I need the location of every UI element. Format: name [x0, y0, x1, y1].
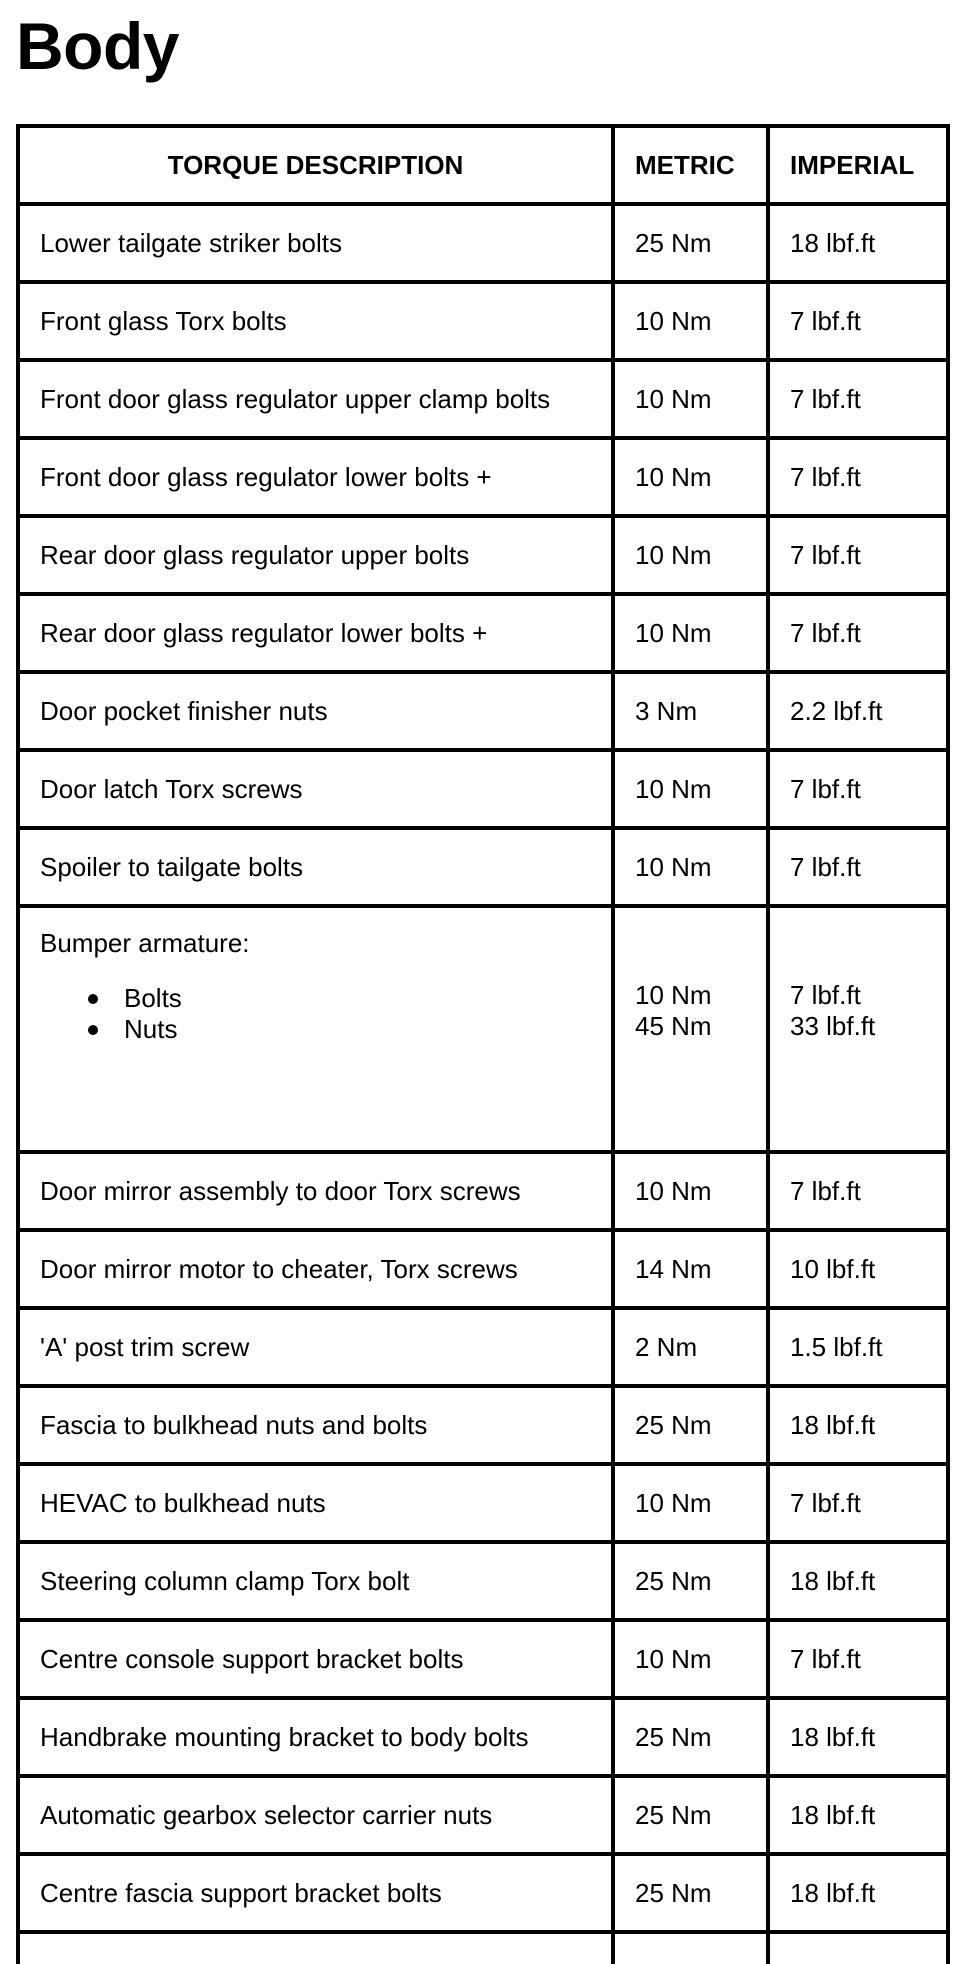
header-torque-description: TORQUE DESCRIPTION — [18, 126, 613, 204]
bumper-item-label: Bolts — [124, 983, 182, 1013]
imperial-value-cell: 18 lbf.ft — [768, 204, 948, 282]
imperial-value-cell: 7 lbf.ft — [768, 516, 948, 594]
metric-value-cell: 25 Nm — [613, 204, 768, 282]
torque-description-cell: Door mirror assembly to door Torx screws — [18, 1152, 613, 1230]
empty-cell — [768, 1932, 948, 1964]
table-row — [18, 1620, 948, 1698]
torque-description-cell: Centre console support bracket bolts — [18, 1620, 613, 1698]
torque-description-cell: 'A' post trim screw — [18, 1308, 613, 1386]
torque-description-cell: Door mirror motor to cheater, Torx screws — [18, 1230, 613, 1308]
table-row-continued — [18, 1932, 948, 1964]
metric-value-cell: 10 Nm — [613, 516, 768, 594]
table-row — [18, 516, 948, 594]
table-row — [18, 1854, 948, 1932]
imperial-value-cell: 7 lbf.ft — [768, 828, 948, 906]
imperial-value-cell: 7 lbf.ft — [768, 360, 948, 438]
metric-value-cell: 10 Nm — [613, 282, 768, 360]
metric-value-cell: 2 Nm — [613, 1308, 768, 1386]
metric-value-cell: 25 Nm — [613, 1542, 768, 1620]
torque-description-cell: Steering column clamp Torx bolt — [18, 1542, 613, 1620]
metric-value-cell: 10 Nm — [613, 1152, 768, 1230]
imperial-value-cell: 7 lbf.ft — [768, 1152, 948, 1230]
metric-value-cell — [613, 906, 768, 1152]
table-row — [18, 1542, 948, 1620]
table-row — [18, 438, 948, 516]
table-row — [18, 1230, 948, 1308]
header-imperial: IMPERIAL — [768, 126, 948, 204]
imperial-value-cell: 1.5 lbf.ft — [768, 1308, 948, 1386]
imperial-value: 7 lbf.ft — [790, 980, 861, 1010]
torque-description-cell: Fascia to bulkhead nuts and bolts — [18, 1386, 613, 1464]
table-row — [18, 594, 948, 672]
metric-value-cell: 10 Nm — [613, 1464, 768, 1542]
imperial-value-cell: 18 lbf.ft — [768, 1698, 948, 1776]
imperial-value-cell — [768, 906, 948, 1152]
imperial-value: 33 lbf.ft — [790, 1011, 876, 1041]
metric-value-cell: 10 Nm — [613, 438, 768, 516]
empty-cell — [613, 1932, 768, 1964]
metric-value-cell: 10 Nm — [613, 360, 768, 438]
metric-value-cell: 25 Nm — [613, 1854, 768, 1932]
torque-description-cell: Front door glass regulator lower bolts + — [18, 438, 613, 516]
torque-description-cell: Lower tailgate striker bolts — [18, 204, 613, 282]
torque-description-cell: Handbrake mounting bracket to body bolts — [18, 1698, 613, 1776]
torque-description-cell: Door pocket finisher nuts — [18, 672, 613, 750]
imperial-value-cell: 10 lbf.ft — [768, 1230, 948, 1308]
table-row — [18, 672, 948, 750]
table-row — [18, 1308, 948, 1386]
bullet-icon — [88, 994, 98, 1004]
imperial-value-cell: 18 lbf.ft — [768, 1776, 948, 1854]
metric-value-cell: 25 Nm — [613, 1386, 768, 1464]
bumper-item-label: Nuts — [124, 1014, 178, 1044]
table-header-row — [18, 126, 948, 204]
imperial-value-cell: 7 lbf.ft — [768, 282, 948, 360]
header-metric: METRIC — [613, 126, 768, 204]
imperial-value-cell: 18 lbf.ft — [768, 1542, 948, 1620]
list-item — [88, 1014, 611, 1045]
metric-value-cell: 10 Nm — [613, 1620, 768, 1698]
table-row-bumper-armature — [18, 906, 948, 1152]
table-row — [18, 282, 948, 360]
metric-value-cell: 10 Nm — [613, 828, 768, 906]
torque-table — [16, 124, 950, 1964]
table-row — [18, 204, 948, 282]
torque-description-cell: Door latch Torx screws — [18, 750, 613, 828]
imperial-value-cell: 7 lbf.ft — [768, 1464, 948, 1542]
table-row — [18, 750, 948, 828]
imperial-value-cell: 7 lbf.ft — [768, 750, 948, 828]
page-title: Body — [16, 9, 179, 83]
imperial-value-cell: 7 lbf.ft — [768, 1620, 948, 1698]
imperial-value-cell: 7 lbf.ft — [768, 594, 948, 672]
imperial-value-cell: 18 lbf.ft — [768, 1854, 948, 1932]
metric-value-cell: 10 Nm — [613, 750, 768, 828]
torque-description-cell: Centre fascia support bracket bolts — [18, 1854, 613, 1932]
torque-description-cell: Automatic gearbox selector carrier nuts — [18, 1776, 613, 1854]
metric-value-cell: 3 Nm — [613, 672, 768, 750]
table-row — [18, 1698, 948, 1776]
table-row — [18, 360, 948, 438]
metric-value: 45 Nm — [635, 1011, 712, 1041]
bullet-icon — [88, 1025, 98, 1035]
list-item — [88, 983, 611, 1014]
bumper-armature-label: Bumper armature: — [40, 928, 250, 958]
metric-value-cell: 10 Nm — [613, 594, 768, 672]
imperial-value-cell: 2.2 lbf.ft — [768, 672, 948, 750]
table-row — [18, 1386, 948, 1464]
torque-description-cell: Front glass Torx bolts — [18, 282, 613, 360]
imperial-value-cell: 18 lbf.ft — [768, 1386, 948, 1464]
metric-value-cell: 14 Nm — [613, 1230, 768, 1308]
metric-value-cell: 25 Nm — [613, 1698, 768, 1776]
table-row — [18, 828, 948, 906]
empty-cell — [18, 1932, 613, 1964]
table-row — [18, 1464, 948, 1542]
table-row — [18, 1776, 948, 1854]
torque-description-cell: Rear door glass regulator lower bolts + — [18, 594, 613, 672]
torque-description-cell: Rear door glass regulator upper bolts — [18, 516, 613, 594]
metric-value: 10 Nm — [635, 980, 712, 1010]
metric-value-cell: 25 Nm — [613, 1776, 768, 1854]
torque-description-cell — [18, 906, 613, 1152]
torque-description-cell: HEVAC to bulkhead nuts — [18, 1464, 613, 1542]
bumper-sub-list — [40, 983, 611, 1045]
table-row — [18, 1152, 948, 1230]
table-body — [18, 204, 948, 1964]
imperial-value-cell: 7 lbf.ft — [768, 438, 948, 516]
torque-description-cell: Spoiler to tailgate bolts — [18, 828, 613, 906]
torque-description-cell: Front door glass regulator upper clamp bolts — [18, 360, 613, 438]
